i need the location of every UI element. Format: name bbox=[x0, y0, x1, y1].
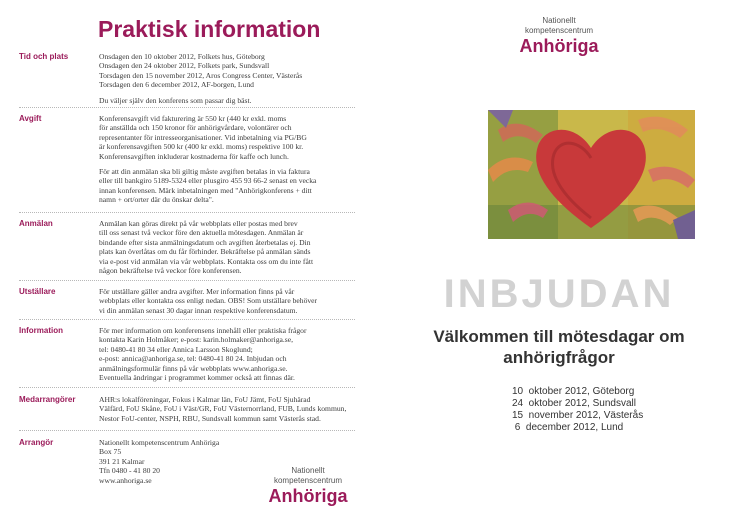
text-line: någon bekräftelse två veckor före konferensen. bbox=[99, 266, 242, 276]
logo-line: kompetenscentrum bbox=[273, 476, 343, 485]
text-line: Eventuella ändringar i programmet kommer också att finnas där. bbox=[99, 373, 295, 383]
text-line: vi din anmälan senast 30 dagar innan respektive konferensdatum. bbox=[99, 305, 298, 315]
text-line: Välfärd, FoU Skåne, FoU i Väst/GR, FoU Västernorrland, FUB, Lunds kommun, bbox=[99, 404, 347, 414]
text-line: Onsdagen den 10 oktober 2012, Folkets hus, Göteborg bbox=[99, 52, 265, 61]
anhoriga-logo-top bbox=[500, 16, 618, 56]
section-body bbox=[99, 52, 371, 111]
divider bbox=[19, 280, 355, 281]
section-body bbox=[99, 219, 371, 281]
text-line: anmälningsformulär finns på vår webbplats www.anhoriga.se. bbox=[99, 363, 288, 373]
text-line: plats kan överlåtas om du får förhinder. Bekräftelse på anmälan sänds bbox=[99, 247, 311, 257]
divider bbox=[19, 107, 355, 108]
practical-info-panel bbox=[0, 0, 372, 527]
text-line: För mer information om konferensens innehåll eller praktiska frågor bbox=[99, 326, 307, 335]
text-line: namn + ort/orter där du önskar delta". bbox=[99, 195, 214, 205]
logo-brand: Anhöriga bbox=[519, 36, 599, 56]
date-item: 24 oktober 2012, Sundsvall bbox=[512, 398, 636, 409]
text-line: www.anhoriga.se bbox=[99, 475, 152, 485]
text-line: till oss senast två veckor före den aktuella mötesdagen. Anmälan är bbox=[99, 228, 304, 238]
text-line: Du väljer själv den konferens som passar dig bäst. bbox=[99, 95, 252, 105]
text-line: Konferensavgift vid fakturering är 550 kr (440 kr exkl. moms bbox=[99, 114, 287, 123]
text-line: bindande efter sista anmälningsdatum och avgiften återbetalas ej. Din bbox=[99, 237, 311, 247]
text-line: e-post: annica@anhoriga.se, tel: 0480-41 80 24. Inbjudan och bbox=[99, 354, 287, 364]
text-line: Konferensavgiften inkluderar kostnaderna för kaffe och lunch. bbox=[99, 151, 289, 161]
text-line: Torsdagen den 6 december 2012, AF-borgen, Lund bbox=[99, 80, 254, 90]
text-line: webbplats eller kontakta oss enligt nedan. OBS! Som utställare behöver bbox=[99, 296, 318, 306]
section-body bbox=[99, 326, 371, 388]
text-line: Torsdagen den 15 november 2012, Aros Congress Center, Västerås bbox=[99, 70, 303, 80]
anhoriga-logo-bottom bbox=[258, 466, 358, 506]
welcome-line: anhörigfrågor bbox=[503, 348, 615, 367]
text-line: via e-post vid anmälan via vår webbplats. Kontakta oss om du inte fått bbox=[99, 256, 314, 266]
text-line: AHR:s lokalföreningar, Fokus i Kalmar län, FoU Jämt, FoU Sjuhärad bbox=[99, 395, 311, 404]
text-line: kontakta Karin Holmåker; e-post: karin.holmaker@anhoriga.se, bbox=[99, 335, 294, 345]
divider bbox=[19, 319, 355, 320]
invitation-panel bbox=[372, 0, 746, 527]
text-line: Box 75 bbox=[99, 447, 122, 457]
section-body bbox=[99, 114, 371, 211]
section-label: Utställare bbox=[19, 287, 56, 296]
text-line: Nestor FoU-center, NSPH, RBU, Sundsvall kommun samt Västerås stad. bbox=[99, 413, 321, 423]
date-item: 6 december 2012, Lund bbox=[512, 422, 624, 433]
date-item: 10 oktober 2012, Göteborg bbox=[512, 386, 635, 397]
text-line: Tfn 0480 - 41 80 20 bbox=[99, 466, 160, 476]
logo-brand: Anhöriga bbox=[268, 486, 348, 506]
divider bbox=[19, 387, 355, 388]
text-line: är konferensavgiften 500 kr (400 kr exkl. moms) respektive 100 kr. bbox=[99, 142, 304, 152]
divider bbox=[19, 430, 355, 431]
page-title: Praktisk information bbox=[98, 16, 321, 42]
text-line: För att din anmälan ska bli giltig måste avgiften betalas in via faktura bbox=[99, 167, 310, 177]
section-label: Medarrangörer bbox=[19, 395, 76, 404]
text-line: tel: 0480-41 80 34 eller Annica Larsson Skoglund; bbox=[99, 344, 253, 354]
section-label: Arrangör bbox=[19, 438, 54, 447]
text-line: Anmälan kan göras direkt på vår webbplats eller postas med brev bbox=[99, 219, 298, 228]
text-line: Nationellt kompetenscentrum Anhöriga bbox=[99, 438, 220, 447]
logo-line: kompetenscentrum bbox=[524, 26, 594, 35]
section-label: Information bbox=[19, 326, 63, 335]
section-body bbox=[99, 395, 371, 429]
section-body bbox=[99, 287, 371, 321]
invitation-heading: INBJUDAN bbox=[443, 272, 675, 316]
welcome-heading bbox=[372, 326, 746, 368]
text-line: för anställda och 150 kronor för anhörigvårdare, volontärer och bbox=[99, 123, 292, 133]
divider bbox=[19, 212, 355, 213]
logo-line: Nationellt bbox=[542, 16, 576, 25]
text-line: 391 21 Kalmar bbox=[99, 456, 145, 466]
date-item: 15 november 2012, Västerås bbox=[512, 410, 644, 421]
logo-line: Nationellt bbox=[291, 466, 325, 475]
text-line: Onsdagen den 24 oktober 2012, Folkets park, Sundsvall bbox=[99, 61, 270, 71]
welcome-line: Välkommen till mötesdagar om bbox=[433, 327, 685, 346]
section-label: Avgift bbox=[19, 114, 42, 123]
text-line: representanter för intresseorganisationer. Vid inbetalning via PG/BG bbox=[99, 132, 307, 142]
text-line: eller till bankgiro 5189-5324 eller plusgiro 455 93 66-2 senast en vecka bbox=[99, 176, 317, 186]
section-label: Anmälan bbox=[19, 219, 53, 228]
text-line: För utställare gäller andra avgifter. Mer information finns på vår bbox=[99, 287, 295, 296]
text-line: innan konferensen. Märk inbetalningen med "Anhörigkonferens + ditt bbox=[99, 185, 312, 195]
section-label: Tid och plats bbox=[19, 52, 69, 61]
heart-hands-painting-image bbox=[488, 110, 695, 239]
dates-list bbox=[512, 386, 643, 434]
